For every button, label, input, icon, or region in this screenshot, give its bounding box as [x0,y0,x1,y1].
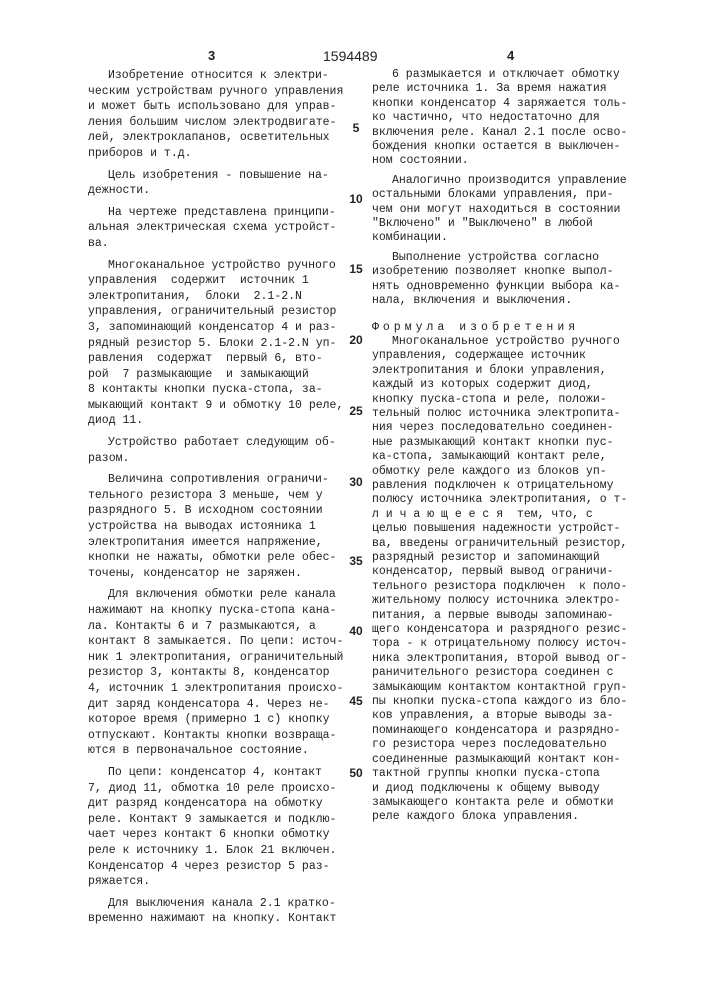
text-line: точены, конденсатор не заряжен. [88,566,343,582]
text-line: реле источника 1. За время нажатия [372,82,672,96]
claim-line: щего конденсатора и разрядного резис- [372,623,672,637]
text-line: нала, включения и выключения. [372,294,672,308]
text-line: лей, электроклапанов, осветительных [88,130,343,146]
claim-line: пы кнопки пуска-стопа каждого из бло- [372,695,672,709]
text-line: "Включено" и "Выключено" в любой [372,217,672,231]
paragraph [88,435,343,466]
text-line: кнопки конденсатор 4 заряжается толь- [372,97,672,111]
text-line: ряжается. [88,874,343,890]
paragraph [372,174,672,246]
paragraph [372,251,672,309]
line-number: 25 [347,404,365,418]
text-line: реле к источнику 1. Блок 21 включен. [88,843,343,859]
claim-line: ков управления, а вторые выводы за- [372,709,672,723]
line-number: 5 [347,121,365,135]
claim-line: питания, а первые выводы запоминаю- [372,609,672,623]
text-line: и может быть использовано для управ- [88,99,343,115]
claim-line: электропитания и блоки управления, [372,364,672,378]
claim-line: полюсу источника электропитания, о т- [372,493,672,507]
right-column-text [372,68,672,825]
paragraph [88,258,343,430]
claims-section [372,321,672,825]
text-line: разрядного 5. В исходном состоянии [88,503,343,519]
claim-line: ка-стопа, замыкающий контакт реле, [372,450,672,464]
paragraph [88,765,343,890]
claim-line: ва, введены ограничительный резистор, [372,537,672,551]
text-line: управления содержит источник 1 [88,273,343,289]
text-line: Конденсатор 4 через резистор 5 раз- [88,859,343,875]
claim-line: целью повышения надежности устройст- [372,522,672,536]
claim-line: замыкающим контактом контактной груп- [372,681,672,695]
line-number: 35 [347,554,365,568]
paragraph [88,168,343,199]
text-line: реле. Контакт 9 замыкается и подклю- [88,812,343,828]
text-line: 6 размыкается и отключает обмотку [372,68,672,82]
text-line: дит разряд конденсатора на обмотку [88,796,343,812]
text-line: чает через контакт 6 кнопки обмотку [88,827,343,843]
text-line: приборов и т.д. [88,146,343,162]
claim-line: конденсатор, первый вывод ограничи- [372,565,672,579]
paragraph [88,472,343,581]
text-line: альная электрическая схема устройст- [88,220,343,236]
text-line: 3, запоминающий конденсатор 4 и раз- [88,320,343,336]
text-line: Аналогично производится управление [372,174,672,188]
text-line: резистор 3, контакты 8, конденсатор [88,665,343,681]
claim-line: поминающего конденсатора и разрядно- [372,724,672,738]
text-line: электропитания имеется напряжение, [88,535,343,551]
line-number: 30 [347,475,365,489]
claim-line: кнопку пуска-стопа и реле, положи- [372,393,672,407]
text-line: 4, источник 1 электропитания происхо- [88,681,343,697]
patent-number: 1594489 [323,48,378,64]
page-number-right: 4 [507,48,514,63]
paragraph [88,205,343,252]
text-line: ются в первоначальное состояние. [88,743,343,759]
text-line: контакт 8 замыкается. По цепи: источ- [88,634,343,650]
text-line: рой 7 размыкающие и замыкающий [88,367,343,383]
text-line: кнопки не нажаты, обмотки реле обес- [88,550,343,566]
paragraph [372,68,672,169]
text-line: По цепи: конденсатор 4, контакт [88,765,343,781]
claim-line: соединенные размыкающий контакт кон- [372,753,672,767]
text-line: 7, диод 11, обмотка 10 реле происхо- [88,781,343,797]
claim-line: равления подключен к отрицательному [372,479,672,493]
claim-line: управления, содержащее источник [372,349,672,363]
text-line: Устройство работает следующим об- [88,435,343,451]
text-line: нять одновременно функции выбора ка- [372,280,672,294]
text-line: бождения кнопки остается в выключен- [372,140,672,154]
text-line: 8 контакты кнопки пуска-стопа, за- [88,382,343,398]
text-line: включения реле. Канал 2.1 после осво- [372,126,672,140]
claim-line: и диод подключены к общему выводу [372,782,672,796]
text-line: ческим устройствам ручного управления [88,84,343,100]
claim-line: обмотку реле каждого из блоков уп- [372,465,672,479]
text-line: ко частично, что недостаточно для [372,111,672,125]
text-line: На чертеже представлена принципи- [88,205,343,221]
text-line: ла. Контакты 6 и 7 размыкаются, а [88,619,343,635]
text-line: нажимают на кнопку пуска-стопа кана- [88,603,343,619]
text-line: равления содержат первый 6, вто- [88,351,343,367]
text-line: Изобретение относится к электри- [88,68,343,84]
text-line: комбинации. [372,231,672,245]
text-line: остальными блоками управления, при- [372,188,672,202]
text-line: рядный резистор 5. Блоки 2.1-2.N уп- [88,336,343,352]
text-line: управления, ограничительный резистор [88,304,343,320]
claim-line: каждый из которых содержит диод, [372,378,672,392]
text-line: ления большим числом электродвигате- [88,115,343,131]
text-line: Для выключения канала 2.1 кратко- [88,896,343,912]
line-number: 10 [347,192,365,206]
paragraph [88,587,343,759]
text-line: Выполнение устройства согласно [372,251,672,265]
text-line: электропитания, блоки 2.1-2.N [88,289,343,305]
line-number: 45 [347,694,365,708]
text-line: чем они могут находиться в состоянии [372,203,672,217]
claim-line: разрядный резистор и запоминающий [372,551,672,565]
text-line: мыкающий контакт 9 и обмотку 10 реле, [88,398,343,414]
text-line: которое время (примерно 1 с) кнопку [88,712,343,728]
text-line: отпускают. Контакты кнопки возвраща- [88,728,343,744]
text-line: изобретению позволяет кнопке выпол- [372,265,672,279]
claim-line: ния через последовательно соединен- [372,421,672,435]
text-line: Многоканальное устройство ручного [88,258,343,274]
paragraph [88,68,343,162]
claim-line: раничительного резистора соединен с [372,666,672,680]
claim-line: Многоканальное устройство ручного [372,335,672,349]
line-number: 15 [347,262,365,276]
claim-line: тельный полюс источника электропита- [372,407,672,421]
paragraph [88,896,343,927]
text-line: тельного резистора 3 меньше, чем у [88,488,343,504]
claim-line: тактной группы кнопки пуска-стопа [372,767,672,781]
claim-line: тора - к отрицательному полюсу источ- [372,637,672,651]
text-line: устройства на выводах истояника 1 [88,519,343,535]
text-line: Цель изобретения - повышение на- [88,168,343,184]
claims-heading: Формула изобретения [372,321,672,335]
text-line: дежности. [88,183,343,199]
text-line: ном состоянии. [372,154,672,168]
line-number: 20 [347,333,365,347]
claim-line: ника электропитания, второй вывод ог- [372,652,672,666]
text-line: ник 1 электропитания, ограничительный [88,650,343,666]
text-line: Для включения обмотки реле канала [88,587,343,603]
text-line: диод 11. [88,413,343,429]
text-line: временно нажимают на кнопку. Контакт [88,911,343,927]
text-line: разом. [88,451,343,467]
claim-line: жительному полюсу источника электро- [372,594,672,608]
claim-line: л и ч а ю щ е е с я тем, что, с [372,508,672,522]
page-number-left: 3 [208,48,215,63]
claim-line: тельного резистора подключен к поло- [372,580,672,594]
line-number: 40 [347,624,365,638]
claim-line: го резистора через последовательно [372,738,672,752]
claim-line: замыкающего контакта реле и обмотки [372,796,672,810]
text-line: Величина сопротивления ограничи- [88,472,343,488]
claim-line: реле каждого блока управления. [372,810,672,824]
text-line: ва. [88,236,343,252]
line-number: 50 [347,766,365,780]
left-column-text [88,68,343,933]
text-line: дит заряд конденсатора 4. Через не- [88,697,343,713]
claim-line: ные размыкающий контакт кнопки пус- [372,436,672,450]
